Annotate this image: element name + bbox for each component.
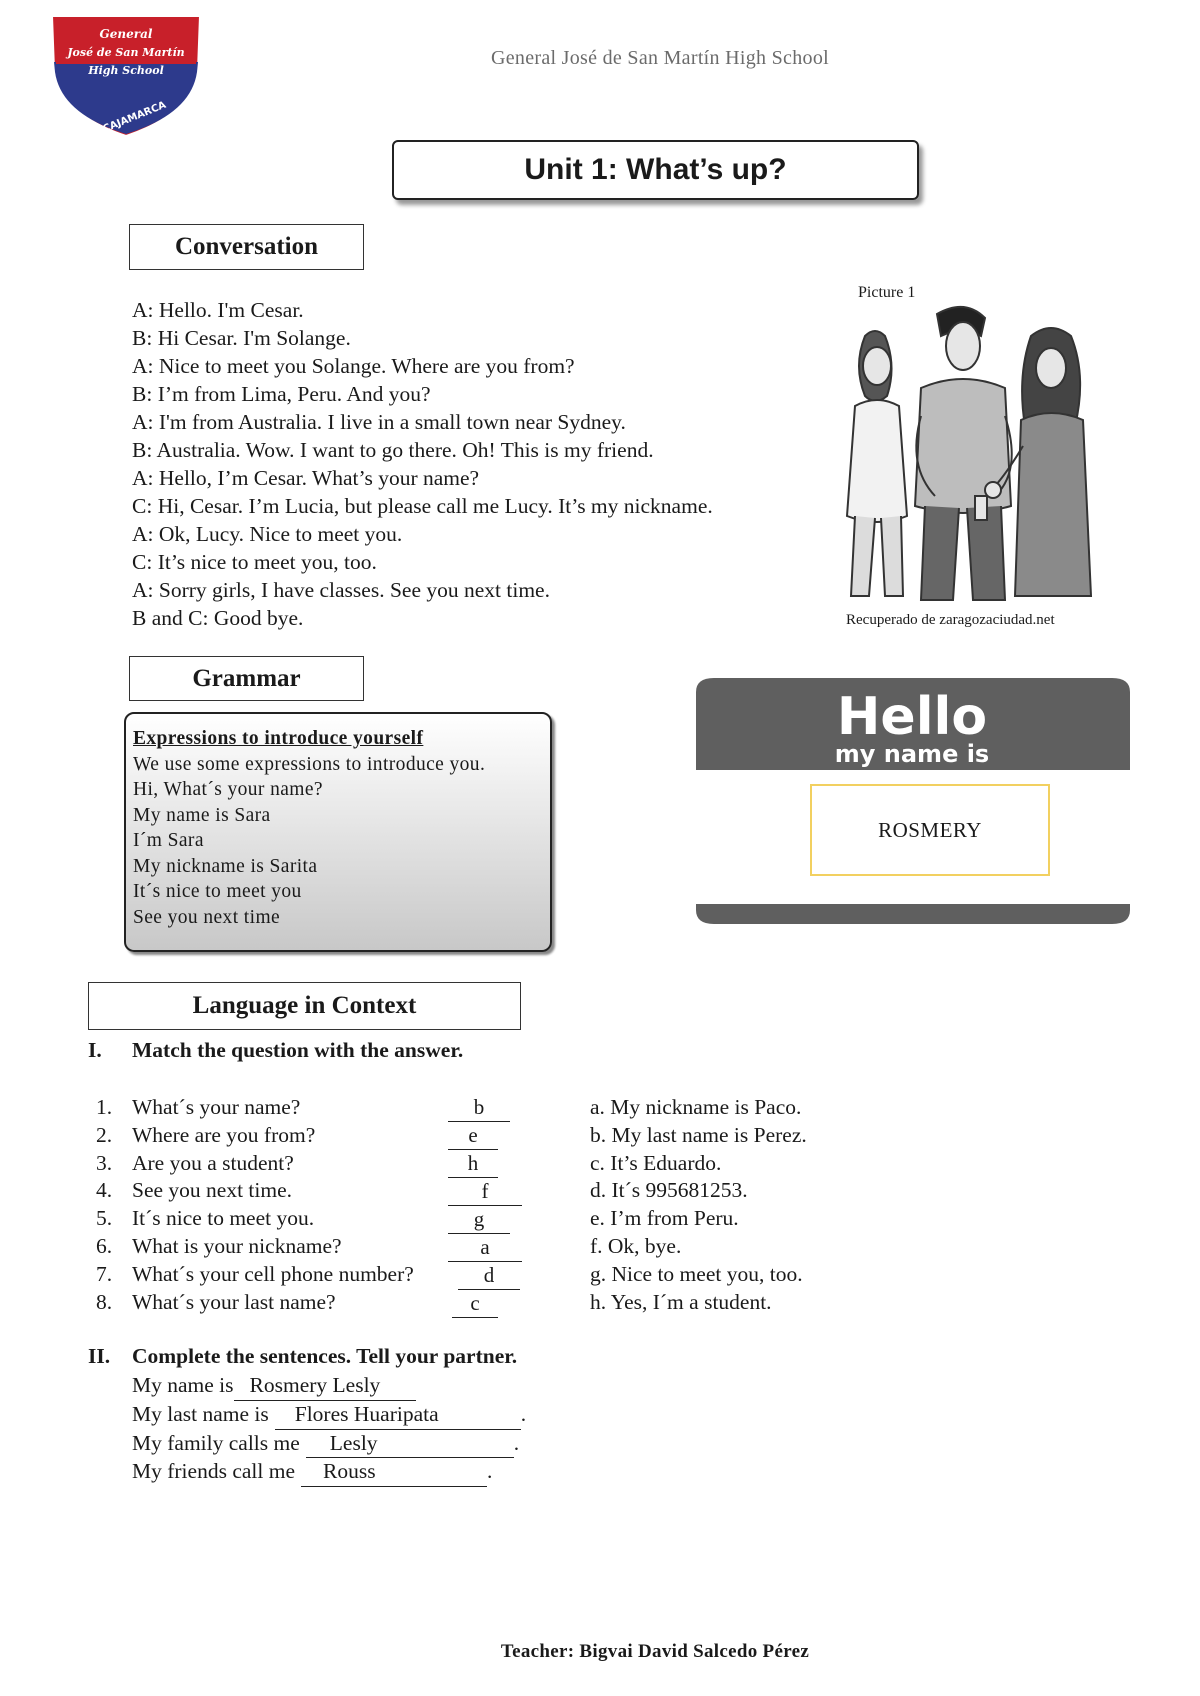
- question-number: 2.: [96, 1122, 113, 1147]
- answer-blank[interactable]: h: [448, 1150, 498, 1178]
- question-number: 1.: [96, 1095, 113, 1119]
- conversation-line: A: Ok, Lucy. Nice to meet you.: [132, 522, 403, 546]
- answer-option: a. My nickname is Paco.: [590, 1095, 802, 1119]
- question-text: What´s your name?: [132, 1095, 301, 1119]
- tag-hello: Hello: [836, 687, 988, 747]
- question-number: 8.: [96, 1289, 113, 1314]
- answer-option: e. I’m from Peru.: [590, 1206, 739, 1231]
- sentence-list: [132, 1372, 526, 1487]
- picture-caption: Picture 1: [858, 284, 916, 301]
- teacher-name: Teacher: Bigvai David Salcedo Pérez: [500, 1641, 810, 1662]
- conversation-line: A: Hello. I'm Cesar.: [132, 298, 304, 322]
- question-text: What´s your cell phone number?: [132, 1261, 414, 1286]
- sentence-answer-field[interactable]: Rosmery Lesly: [234, 1372, 416, 1401]
- tag-name-field: ROSMERY: [810, 784, 1050, 876]
- answer-blank[interactable]: f: [448, 1178, 522, 1206]
- question-number: 6.: [96, 1233, 113, 1258]
- grammar-box-title: Expressions to introduce yourself: [133, 728, 424, 749]
- people-illustration: [825, 296, 1105, 608]
- logo-line-3: High School: [88, 64, 164, 77]
- sentence-answer-field[interactable]: Flores Huaripata: [275, 1401, 521, 1430]
- exercise-1-instruction: Match the question with the answer.: [132, 1038, 464, 1062]
- sentence-row: [132, 1430, 526, 1459]
- answer-blank[interactable]: a: [448, 1234, 522, 1262]
- exercise-2-instruction: Complete the sentences. Tell your partner.: [132, 1344, 518, 1368]
- sentence-prefix: My family calls me: [132, 1430, 300, 1455]
- answer-option: g. Nice to meet you, too.: [590, 1261, 803, 1286]
- grammar-line: See you next time: [133, 906, 281, 928]
- grammar-line: My name is Sara: [133, 804, 271, 826]
- question-text: It´s nice to meet you.: [132, 1206, 315, 1231]
- grammar-line: I´m Sara: [133, 830, 204, 851]
- question-text: Where are you from?: [132, 1122, 316, 1147]
- question-number: 3.: [96, 1150, 113, 1175]
- conversation-line: A: I'm from Australia. I live in a small town near Sydney.: [132, 410, 626, 434]
- answer-blank[interactable]: b: [448, 1094, 510, 1122]
- sentence-suffix: .: [487, 1459, 493, 1484]
- answer-option: c. It’s Eduardo.: [590, 1150, 722, 1175]
- answer-blank[interactable]: g: [448, 1206, 510, 1234]
- answer-blank[interactable]: c: [452, 1290, 498, 1318]
- exercise-2-number: II.: [88, 1344, 111, 1368]
- sentence-row: [132, 1458, 526, 1487]
- conversation-line: B: I’m from Lima, Peru. And you?: [132, 382, 431, 406]
- grammar-text: [133, 726, 485, 930]
- sentence-row: [132, 1372, 526, 1401]
- conversation-text: [132, 296, 713, 632]
- exercise-1-number: I.: [88, 1038, 102, 1062]
- sentence-answer-field[interactable]: Rouss: [301, 1458, 487, 1487]
- sentence-answer-field[interactable]: Lesly: [306, 1430, 514, 1459]
- question-text: See you next time.: [132, 1178, 293, 1203]
- question-numbers: [96, 1094, 112, 1316]
- school-name: General José de San Martín High School: [490, 47, 829, 69]
- picture-source: Recuperado de zaragozaciudad.net: [846, 612, 1055, 628]
- question-number: 5.: [96, 1206, 113, 1231]
- logo-line-1: General: [99, 27, 153, 41]
- answer-option: d. It´s 995681253.: [590, 1178, 748, 1203]
- answer-blank[interactable]: e: [448, 1122, 498, 1150]
- conversation-line: C: It’s nice to meet you, too.: [132, 550, 377, 574]
- sentence-prefix: My last name is: [132, 1401, 269, 1426]
- answer-option: h. Yes, I´m a student.: [590, 1289, 772, 1314]
- question-number: 7.: [96, 1261, 113, 1286]
- grammar-line: We use some expressions to introduce you.: [133, 753, 486, 775]
- answer-options: [590, 1094, 807, 1316]
- grammar-line: My nickname is Sarita: [133, 855, 318, 877]
- conversation-line: A: Nice to meet you Solange. Where are you from?: [132, 354, 575, 378]
- answer-blank[interactable]: d: [458, 1262, 520, 1290]
- answer-option: b. My last name is Perez.: [590, 1122, 807, 1147]
- question-text: Are you a student?: [132, 1150, 294, 1175]
- answer-option: f. Ok, bye.: [590, 1233, 682, 1258]
- conversation-line: B: Hi Cesar. I'm Solange.: [132, 326, 351, 350]
- tag-subtitle: my name is: [834, 740, 990, 768]
- sentence-suffix: .: [520, 1401, 527, 1426]
- conversation-line: B: Australia. Wow. I want to go there. Oh! This is my friend.: [132, 438, 654, 462]
- question-text: What´s your last name?: [132, 1289, 336, 1314]
- conversation-line: A: Hello, I’m Cesar. What’s your name?: [132, 466, 480, 490]
- question-text: What is your nickname?: [132, 1233, 342, 1258]
- sentence-row: [132, 1401, 526, 1430]
- language-in-context-heading: Language in Context: [88, 982, 521, 1030]
- sentence-prefix: My name is: [132, 1373, 234, 1397]
- conversation-heading: Conversation: [129, 224, 364, 270]
- grammar-line: Hi, What´s your name?: [133, 779, 323, 800]
- question-number: 4.: [96, 1178, 113, 1203]
- sentence-suffix: .: [513, 1430, 520, 1455]
- school-logo: [48, 12, 204, 138]
- sentence-prefix: My friends call me: [132, 1459, 295, 1484]
- conversation-line: C: Hi, Cesar. I’m Lucia, but please call me Lucy. It’s my nickname.: [132, 494, 713, 518]
- unit-title: Unit 1: What’s up?: [392, 140, 919, 200]
- grammar-heading: Grammar: [129, 656, 364, 701]
- conversation-line: A: Sorry girls, I have classes. See you next time.: [132, 578, 550, 602]
- conversation-line: B and C: Good bye.: [132, 606, 304, 630]
- grammar-line: It´s nice to meet you: [133, 881, 302, 902]
- logo-city: CAJAMARCA: [101, 99, 168, 136]
- logo-line-2: José de San Martín: [67, 46, 185, 59]
- question-list: [132, 1094, 414, 1316]
